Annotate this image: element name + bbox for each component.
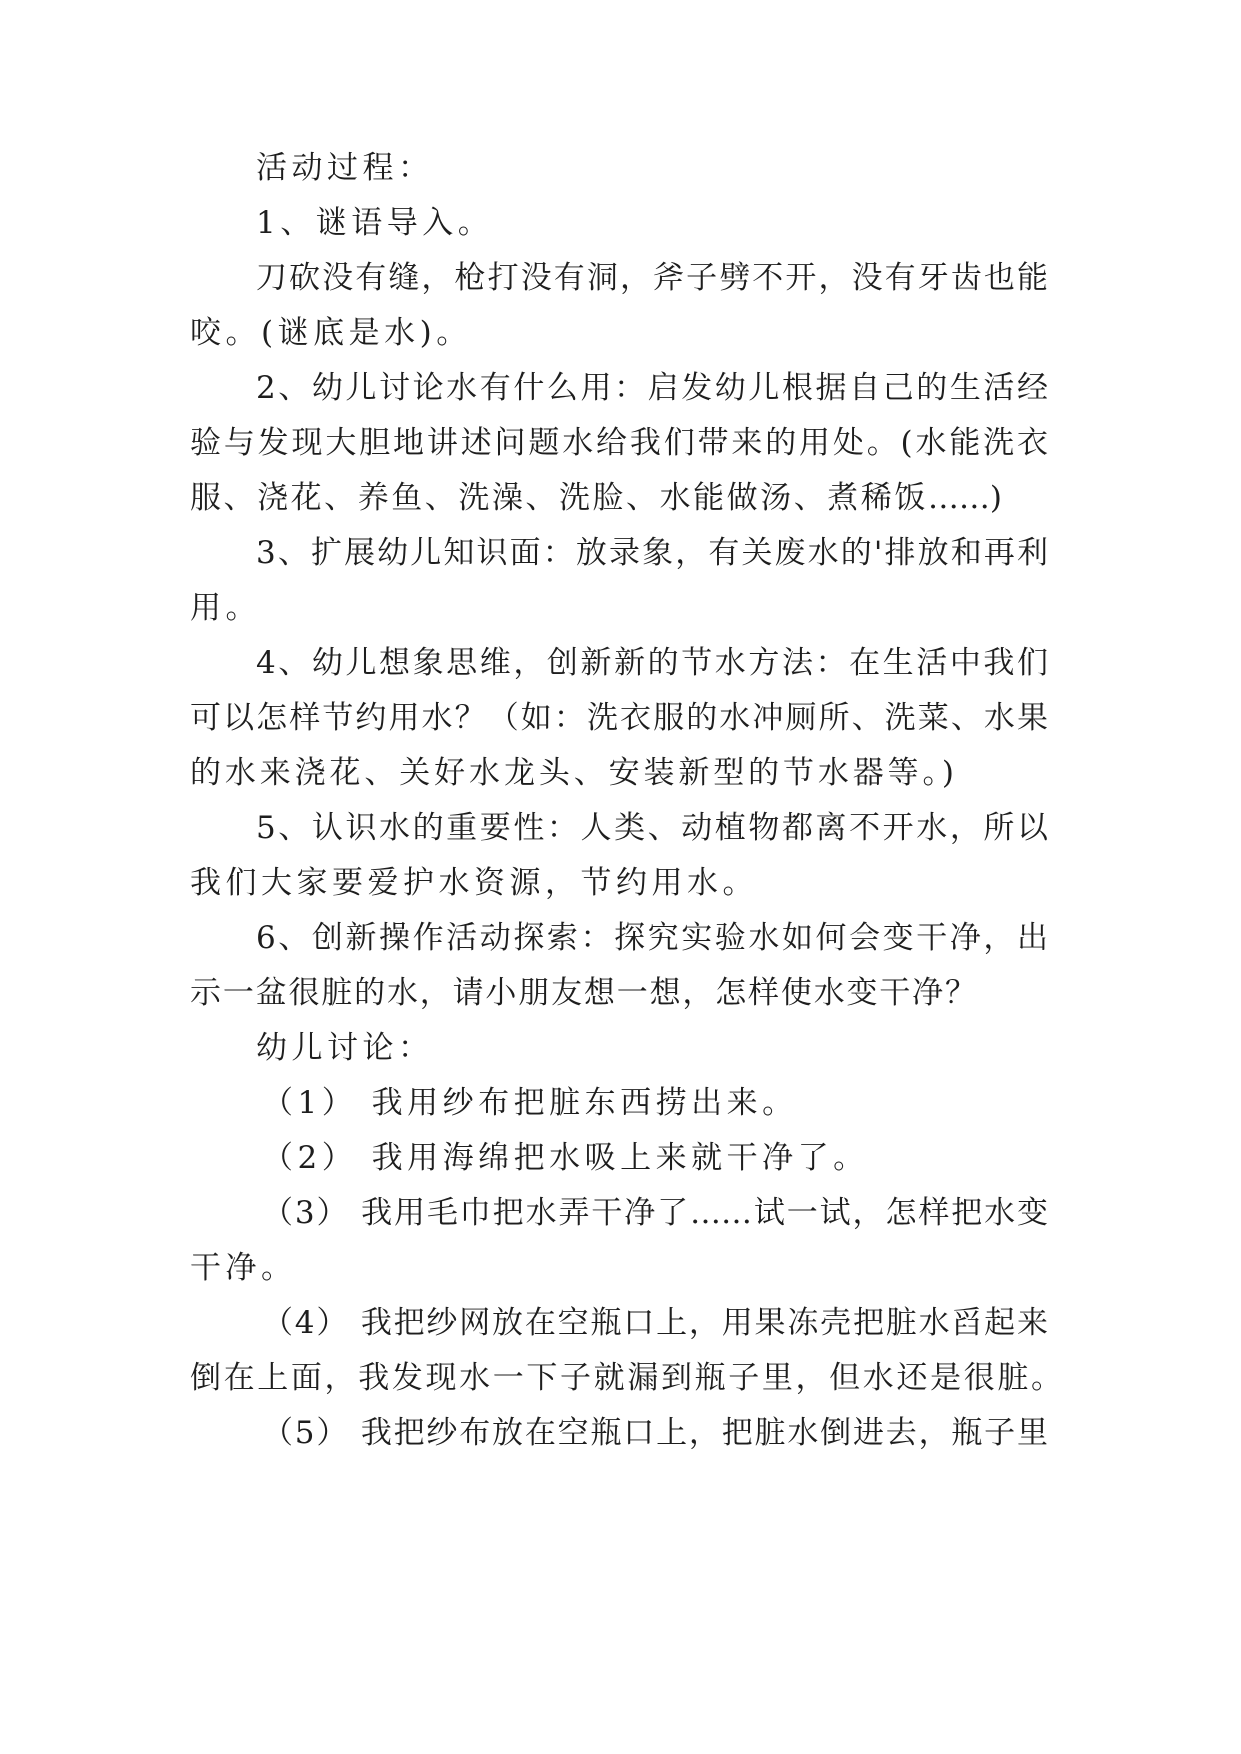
list-item: （4） 我把纱网放在空瓶口上，用果冻壳把脏水舀起来 (262, 1305, 1048, 1341)
paragraph-line: 示一盆很脏的水，请小朋友想一想，怎样使水变干净？ (190, 975, 976, 1011)
paragraph-line: 我们大家要爱护水资源，节约用水。 (190, 865, 758, 901)
paragraph-heading: 活动过程： (256, 150, 434, 186)
paragraph-line: 5、认识水的重要性：人类、动植物都离不开水，所以 (256, 810, 1048, 846)
paragraph-line: 1、谜语导入。 (256, 205, 494, 241)
list-item: （5） 我把纱布放在空瓶口上，把脏水倒进去，瓶子里 (262, 1415, 1048, 1451)
paragraph-line: 3、扩展幼儿知识面：放录象，有关废水的'排放和再利 (256, 535, 1048, 571)
paragraph-line: 干净。 (190, 1250, 297, 1286)
list-item: （2） 我用海绵把水吸上来就干净了。 (262, 1140, 869, 1176)
paragraph-line: 刀砍没有缝，枪打没有洞，斧子劈不开，没有牙齿也能 (256, 260, 1048, 296)
list-item: （3） 我用毛巾把水弄干净了……试一试，怎样把水变 (262, 1195, 1048, 1231)
paragraph-line: 幼儿讨论： (256, 1030, 434, 1066)
paragraph-line: 的水来浇花、关好水龙头、安装新型的节水器等。) (190, 755, 954, 791)
paragraph-line: 服、浇花、养鱼、洗澡、洗脸、水能做汤、煮稀饭……) (190, 480, 1002, 516)
paragraph-line: 咬。(谜底是水)。 (190, 315, 472, 351)
paragraph-line: 验与发现大胆地讲述问题水给我们带来的用处。(水能洗衣 (190, 425, 1048, 461)
paragraph-line: 可以怎样节约用水？（如：洗衣服的水冲厕所、洗菜、水果 (190, 700, 1048, 736)
paragraph-line: 4、幼儿想象思维，创新新的节水方法：在生活中我们 (256, 645, 1048, 681)
paragraph-line: 用。 (190, 590, 261, 626)
paragraph-line: 倒在上面，我发现水一下子就漏到瓶子里，但水还是很脏。 (190, 1360, 1062, 1396)
paragraph-line: 2、幼儿讨论水有什么用：启发幼儿根据自己的生活经 (256, 370, 1048, 406)
paragraph-line: 6、创新操作活动探索：探究实验水如何会变干净，出 (256, 920, 1048, 956)
list-item: （1） 我用纱布把脏东西捞出来。 (262, 1085, 798, 1121)
